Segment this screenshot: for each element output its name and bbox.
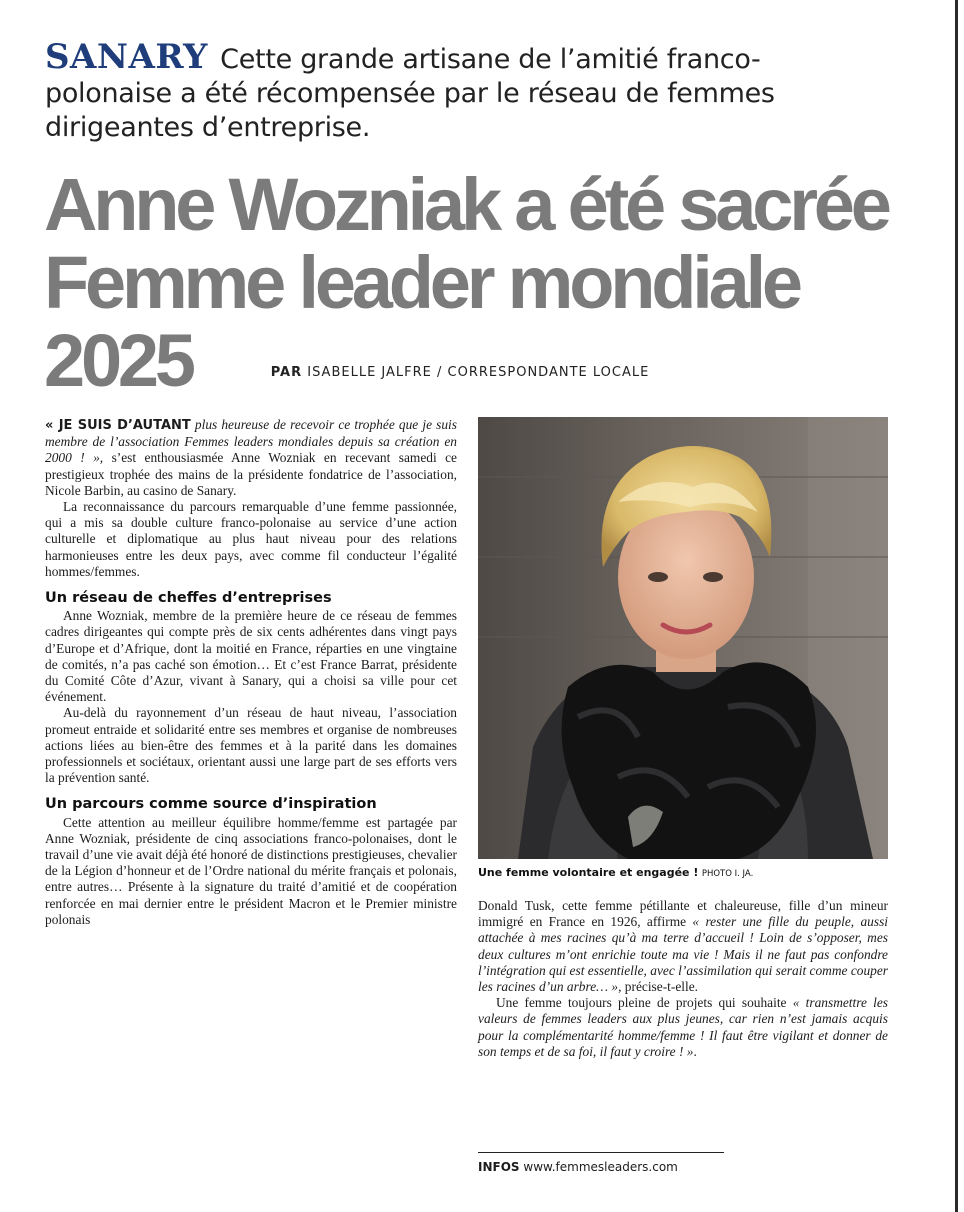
caption-text: Une femme volontaire et engagée ! xyxy=(478,866,699,879)
subhead-network: Un réseau de cheffes d’entreprises xyxy=(45,590,332,607)
closing-text-a: Une femme toujours pleine de projets qui souhaite xyxy=(496,995,793,1011)
paragraph-3: Anne Wozniak, membre de la première heure de ce réseau de femmes cadres dirigeantes qui compte près de six cents adhérentes dans vingt pays d’Europe et d’Afrique, dont la moitié en France, réparties en une vingtaine de comités, n’a pas caché son émotion… Et c’est France Barrat, présidente du Comité Côte d’Azur, vivant à Sanary, qui a choisi sa ville pour cet événement. xyxy=(45,608,457,705)
paragraph-2: La reconnaissance du parcours remarquable d’une femme passionnée, qui a mis sa double culture franco-polonaise au service d’une action culturelle et diplomatique au plus haut niveau pour des relations harmonieuses entre les deux pays, avec comme fil conducteur l’égalité hommes/femmes. xyxy=(45,499,457,579)
photo-credit: PHOTO I. JA. xyxy=(701,869,754,879)
kicker-town: SANARY xyxy=(45,37,208,77)
page-edge-rule xyxy=(955,0,958,1212)
photo-caption xyxy=(478,866,888,879)
intro-quote: plus heureuse de recevoir ce trophée que je suis membre de l’association Femmes leaders mondiales depuis sa création en 2000 ! », xyxy=(45,417,457,466)
article-right-column xyxy=(478,898,888,1060)
intro-rest: s’est enthousiasmée Anne Wozniak en recevant samedi ce prestigieux trophée des mains de la présidente fondatrice de l’association, Nicole Barbin, au casino de Sanary. xyxy=(45,450,457,498)
byline-author: ISABELLE JALFRE / CORRESPONDANTE LOCALE xyxy=(307,365,650,380)
paragraph-5: Cette attention au meilleur équilibre homme/femme est partagée par Anne Wozniak, présidente de cinq associations franco-polonaises, dont le travail d’une vie avait déjà été honoré de distinctions prestigieuses, chevalier de la Légion d’honneur et de l’Ordre national du mérite français et polonais, entre autres… Présente à la signature du traité d’amitié et de coopération renforcée en mai dernier entre le président Macron et le Premier ministre polonais xyxy=(45,814,457,927)
closing-end: . xyxy=(693,1043,697,1059)
headline-line-2: Femme leader mondiale 2025 xyxy=(44,241,799,402)
article-left-column xyxy=(45,417,457,928)
portrait-illustration xyxy=(478,417,888,859)
byline-par: PAR xyxy=(270,365,303,380)
headline-line-1: Anne Wozniak a été sacrée xyxy=(44,163,888,246)
closing-paragraph xyxy=(478,995,888,1060)
infos-label: INFOS xyxy=(478,1160,520,1174)
continuation-quote: « rester une fille du peuple, aussi attachée à mes racines qu’à ma terre d’accueil ! Loin de s’opposer, mes deux cultures m’ont enrichie toute ma vie ! Mais il ne faut pas confondre l’intégration qui est essentielle, avec l’assimilation qui serait comme couper les racines d’un arbre… » xyxy=(478,914,888,995)
infos-divider xyxy=(478,1152,724,1153)
infos-url[interactable]: www.femmesleaders.com xyxy=(523,1160,678,1174)
intro-paragraph xyxy=(45,417,457,499)
lead-in: « JE SUIS D’AUTANT xyxy=(45,418,191,433)
subhead-inspiration: Un parcours comme source d’inspiration xyxy=(45,796,377,813)
infos-line xyxy=(478,1160,678,1174)
continuation-paragraph xyxy=(478,898,888,995)
closing-quote: « transmettre les valeurs de femmes leaders aux plus jeunes, car rien n’est jamais acquis pour la complémentarité homme/femme ! Il faut être vigilant et donner de son temps et de sa foi, il faut y croire ! » xyxy=(478,995,889,1059)
kicker xyxy=(45,37,865,145)
byline xyxy=(0,365,920,380)
continuation-text-b: , précise-t-elle. xyxy=(618,979,699,995)
kicker-text: Cette grande artisane de l’amitié franco-polonaise a été récompensée par le réseau de femmes dirigeantes d’entreprise. xyxy=(45,44,775,143)
continuation-text-a: Donald Tusk, cette femme pétillante et chaleureuse, fille d’un mineur immigré en France en 1926, affirme xyxy=(478,898,888,930)
portrait-photo xyxy=(478,417,888,859)
paragraph-4: Au-delà du rayonnement d’un réseau de haut niveau, l’association promeut entraide et solidarité entre ses membres et organise de nombreuses actions liées au bien-être des femmes et à la parité dans les domaines professionnels et sociétaux, orientant aussi une large part de ses efforts vers la prévention santé. xyxy=(45,705,457,786)
